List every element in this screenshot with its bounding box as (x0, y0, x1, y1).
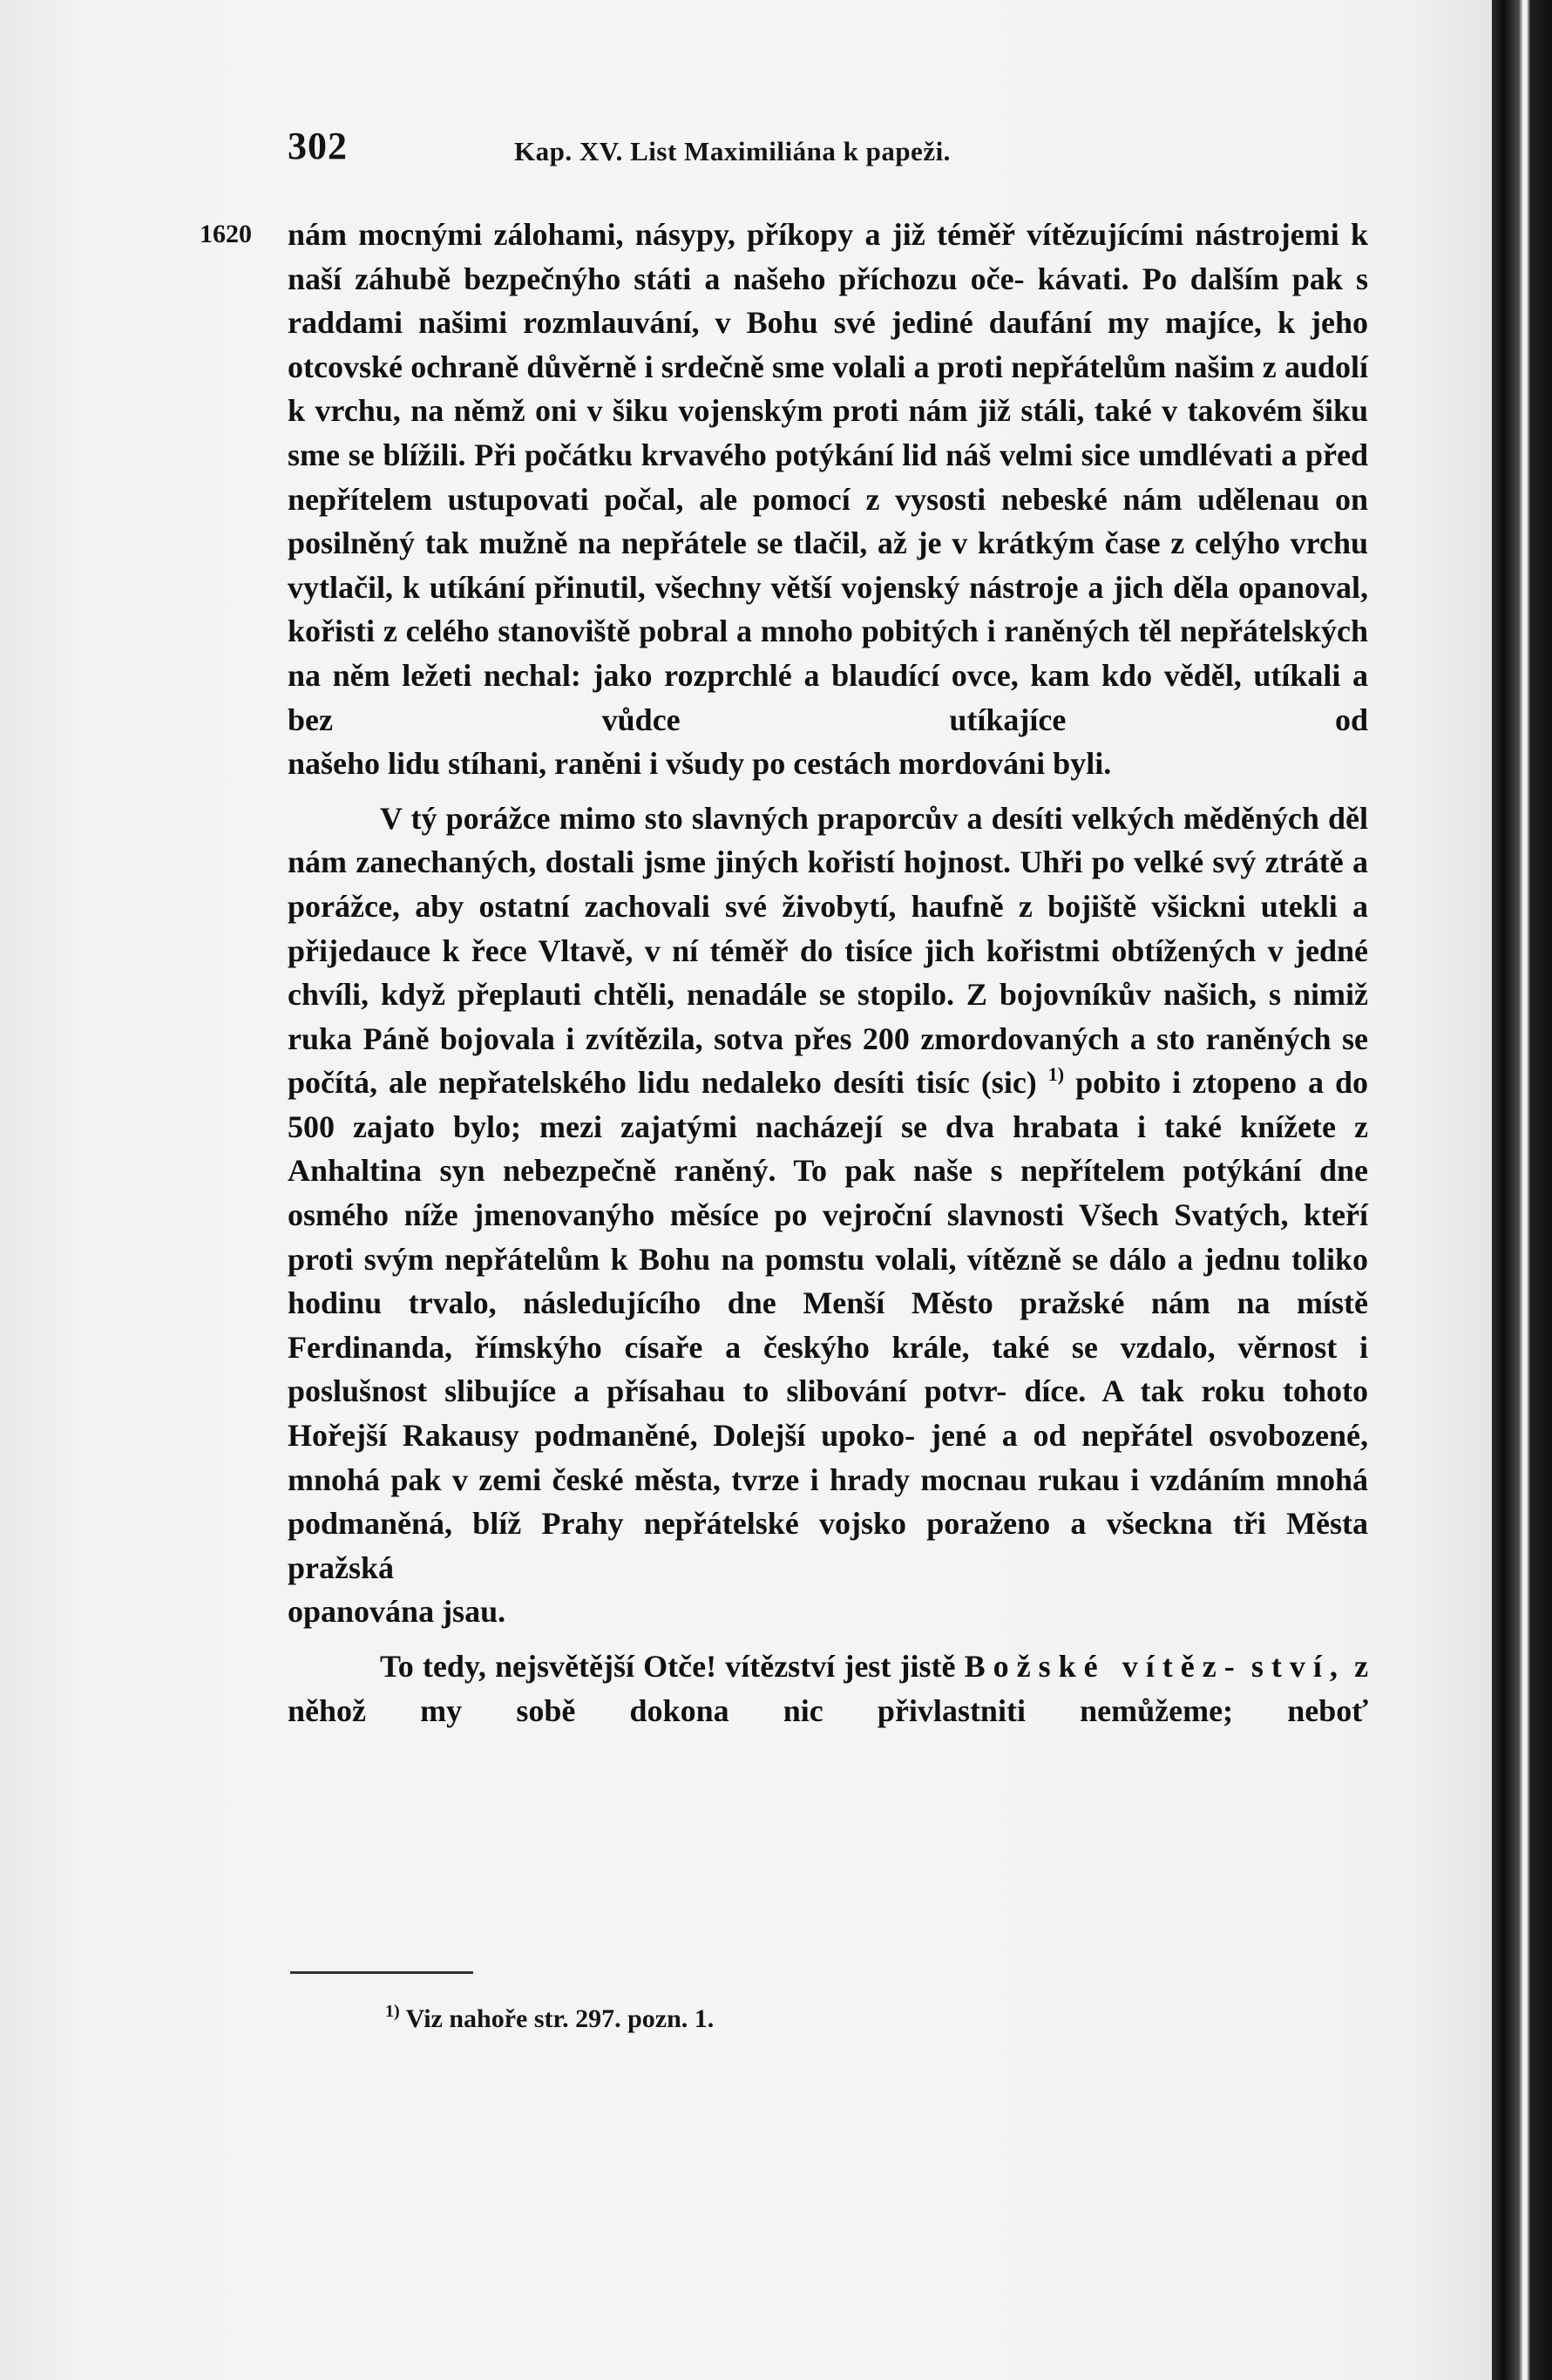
spaced-emphasis: Božské vítěz- (964, 1649, 1243, 1684)
paragraph-1 (288, 213, 1368, 742)
text-line: vzdalo, věrnost i poslušnost slibujíce a přísahau to slibování potvr- (288, 1329, 1368, 1409)
text-line: V tý porážce mimo sto slavných praporcův a desíti velkých (380, 800, 1175, 836)
text-line: díce. A tak roku tohoto Hořejší Rakausy podmaněné, Dolejší upoko- (288, 1373, 1368, 1454)
text-line: toliko hodinu trvalo, následujícího dne Menší Město pražské nám (288, 1241, 1369, 1321)
text-line: kávati. Po dalším pak s raddami našimi rozmlauvání, v Bohu své (288, 261, 1368, 341)
text-line: i srdečně sme volali a proti nepřátelům našim z audolí k vrchu, (288, 349, 1368, 429)
footnote-mark: 1) (385, 2002, 400, 2021)
paragraph-3 (288, 1644, 1368, 1732)
text-line: opanována jsau. (288, 1594, 506, 1630)
footnote-reference[interactable]: 1) (1047, 1063, 1065, 1086)
spaced-emphasis: ství, (1250, 1649, 1345, 1684)
text-line: sice umdlévati a před nepřítelem ustupovati počal, ale pomocí (288, 437, 1368, 517)
text-line: z vysosti nebeské nám udělenau on posilněný tak mužně na (288, 481, 1369, 561)
text-line: tvrze i hrady mocnau rukau i vzdáním mnohá podmaněná, blíž (288, 1461, 1369, 1542)
page-number: 302 (288, 125, 348, 167)
text-line: ruka Páně bojovala i zvítězila, sotva přes 200 zmordovaných a sto (288, 1020, 1196, 1056)
margin-year: 1620 (200, 220, 252, 248)
body-text (288, 213, 1368, 1732)
text-line: opanoval, kořisti z celého stanoviště pobral a mnoho pobitých (288, 569, 1369, 649)
text-line: To tedy, nejsvětější Otče! vítězství jest jistě (380, 1649, 956, 1684)
text-line: Prahy nepřátelské vojsko poraženo a všeckna tři Města pražská (288, 1506, 1369, 1585)
paragraph-1-last-line (288, 742, 1368, 786)
text-line: jené a od nepřátel osvobozené, mnohá pak v zemi české města, (288, 1418, 1368, 1497)
text-line: na němž oni v šiku vojenským proti nám již stáli, také v takovém (410, 393, 1303, 429)
text-line: živobytí, haufně z bojiště všickni utekli a přijedauce k řece Vltavě, (288, 888, 1369, 968)
text-line: našeho lidu stíhani, raněni i všudy po cestách mordováni byli. (288, 746, 1112, 782)
text-line: se dva hrabata i také knížete z Anhaltina syn nebezpečně raněný. (288, 1109, 1369, 1189)
text-line: měděných děl nám zanechaných, dostali jsme jiných kořistí hojnost. (288, 800, 1368, 880)
page-header (288, 124, 1368, 176)
text-line: nepřátele se tlačil, až je v krátkým čase z celýho vrchu vytlačil, (288, 525, 1369, 605)
text-line: a blaudící ovce, kam kdo věděl, utíkali a bez vůdce utíkajíce od (288, 657, 1369, 737)
text-line: měsíce po vejroční slavnosti Všech Svatých, kteří proti svým (288, 1197, 1369, 1277)
text-line: i raněných těl nepřátelských na něm ležeti nechal: jako rozprchlé (288, 614, 1368, 693)
text-line: jediné daufání my majíce, k jeho otcovské ochraně důvěrně (288, 305, 1369, 384)
text-line: k utíkání přinutil, všechny větší vojenský nástroje a jich děla (402, 569, 1230, 605)
text-line: nepřátelům k Bohu na pomstu volali, vítězně se dálo a jednu (444, 1241, 1281, 1277)
footnote-separator (290, 1971, 473, 1974)
text-line: v ní téměř do tisíce jich kořistmi obtížených v jedné chvíli, když (288, 932, 1369, 1013)
footnote-text: Viz nahoře str. 297. pozn. 1. (405, 2004, 715, 2033)
text-line: nástrojemi k naší záhubě bezpečnýho státi a našeho příchozu oče- (288, 217, 1369, 296)
paragraph-2 (288, 797, 1368, 1590)
text-line: Uhři po velké svý ztrátě a porážce, aby ostatní zachovali své (288, 844, 1369, 924)
footnote (385, 2004, 714, 2034)
text-line: na místě Ferdinanda, římskýho císaře a českýho krále, také se (288, 1285, 1368, 1365)
text-line: To pak naše s nepřítelem potýkání dne osmého níže jmenovanýho (288, 1153, 1368, 1233)
text-line: pobito i ztopeno a do 500 zajato bylo; mezi zajatými nacházejí (288, 1065, 1369, 1144)
book-spine-edge (1492, 0, 1552, 2380)
text-line: raněných se počítá, ale nepřatelského lidu nedaleko desíti tisíc (sic) (288, 1020, 1368, 1101)
text-line: nám mocnými zálohami, násypy, příkopy a již téměř vítězujícími (288, 217, 1184, 252)
text-line: přeplauti chtěli, nenadále se stopilo. Z bojovníkův našich, s nimiž (457, 977, 1368, 1013)
text-line: šiku sme se blížili. Při počátku krvavého potýkání lid náš velmi (288, 393, 1369, 472)
text-line: z něhož my sobě dokona nic přivlastniti nemůžeme; neboť (288, 1649, 1369, 1728)
paragraph-2-last-line (288, 1590, 1368, 1634)
running-title: Kap. XV. List Maximiliána k papeži. (514, 136, 951, 166)
